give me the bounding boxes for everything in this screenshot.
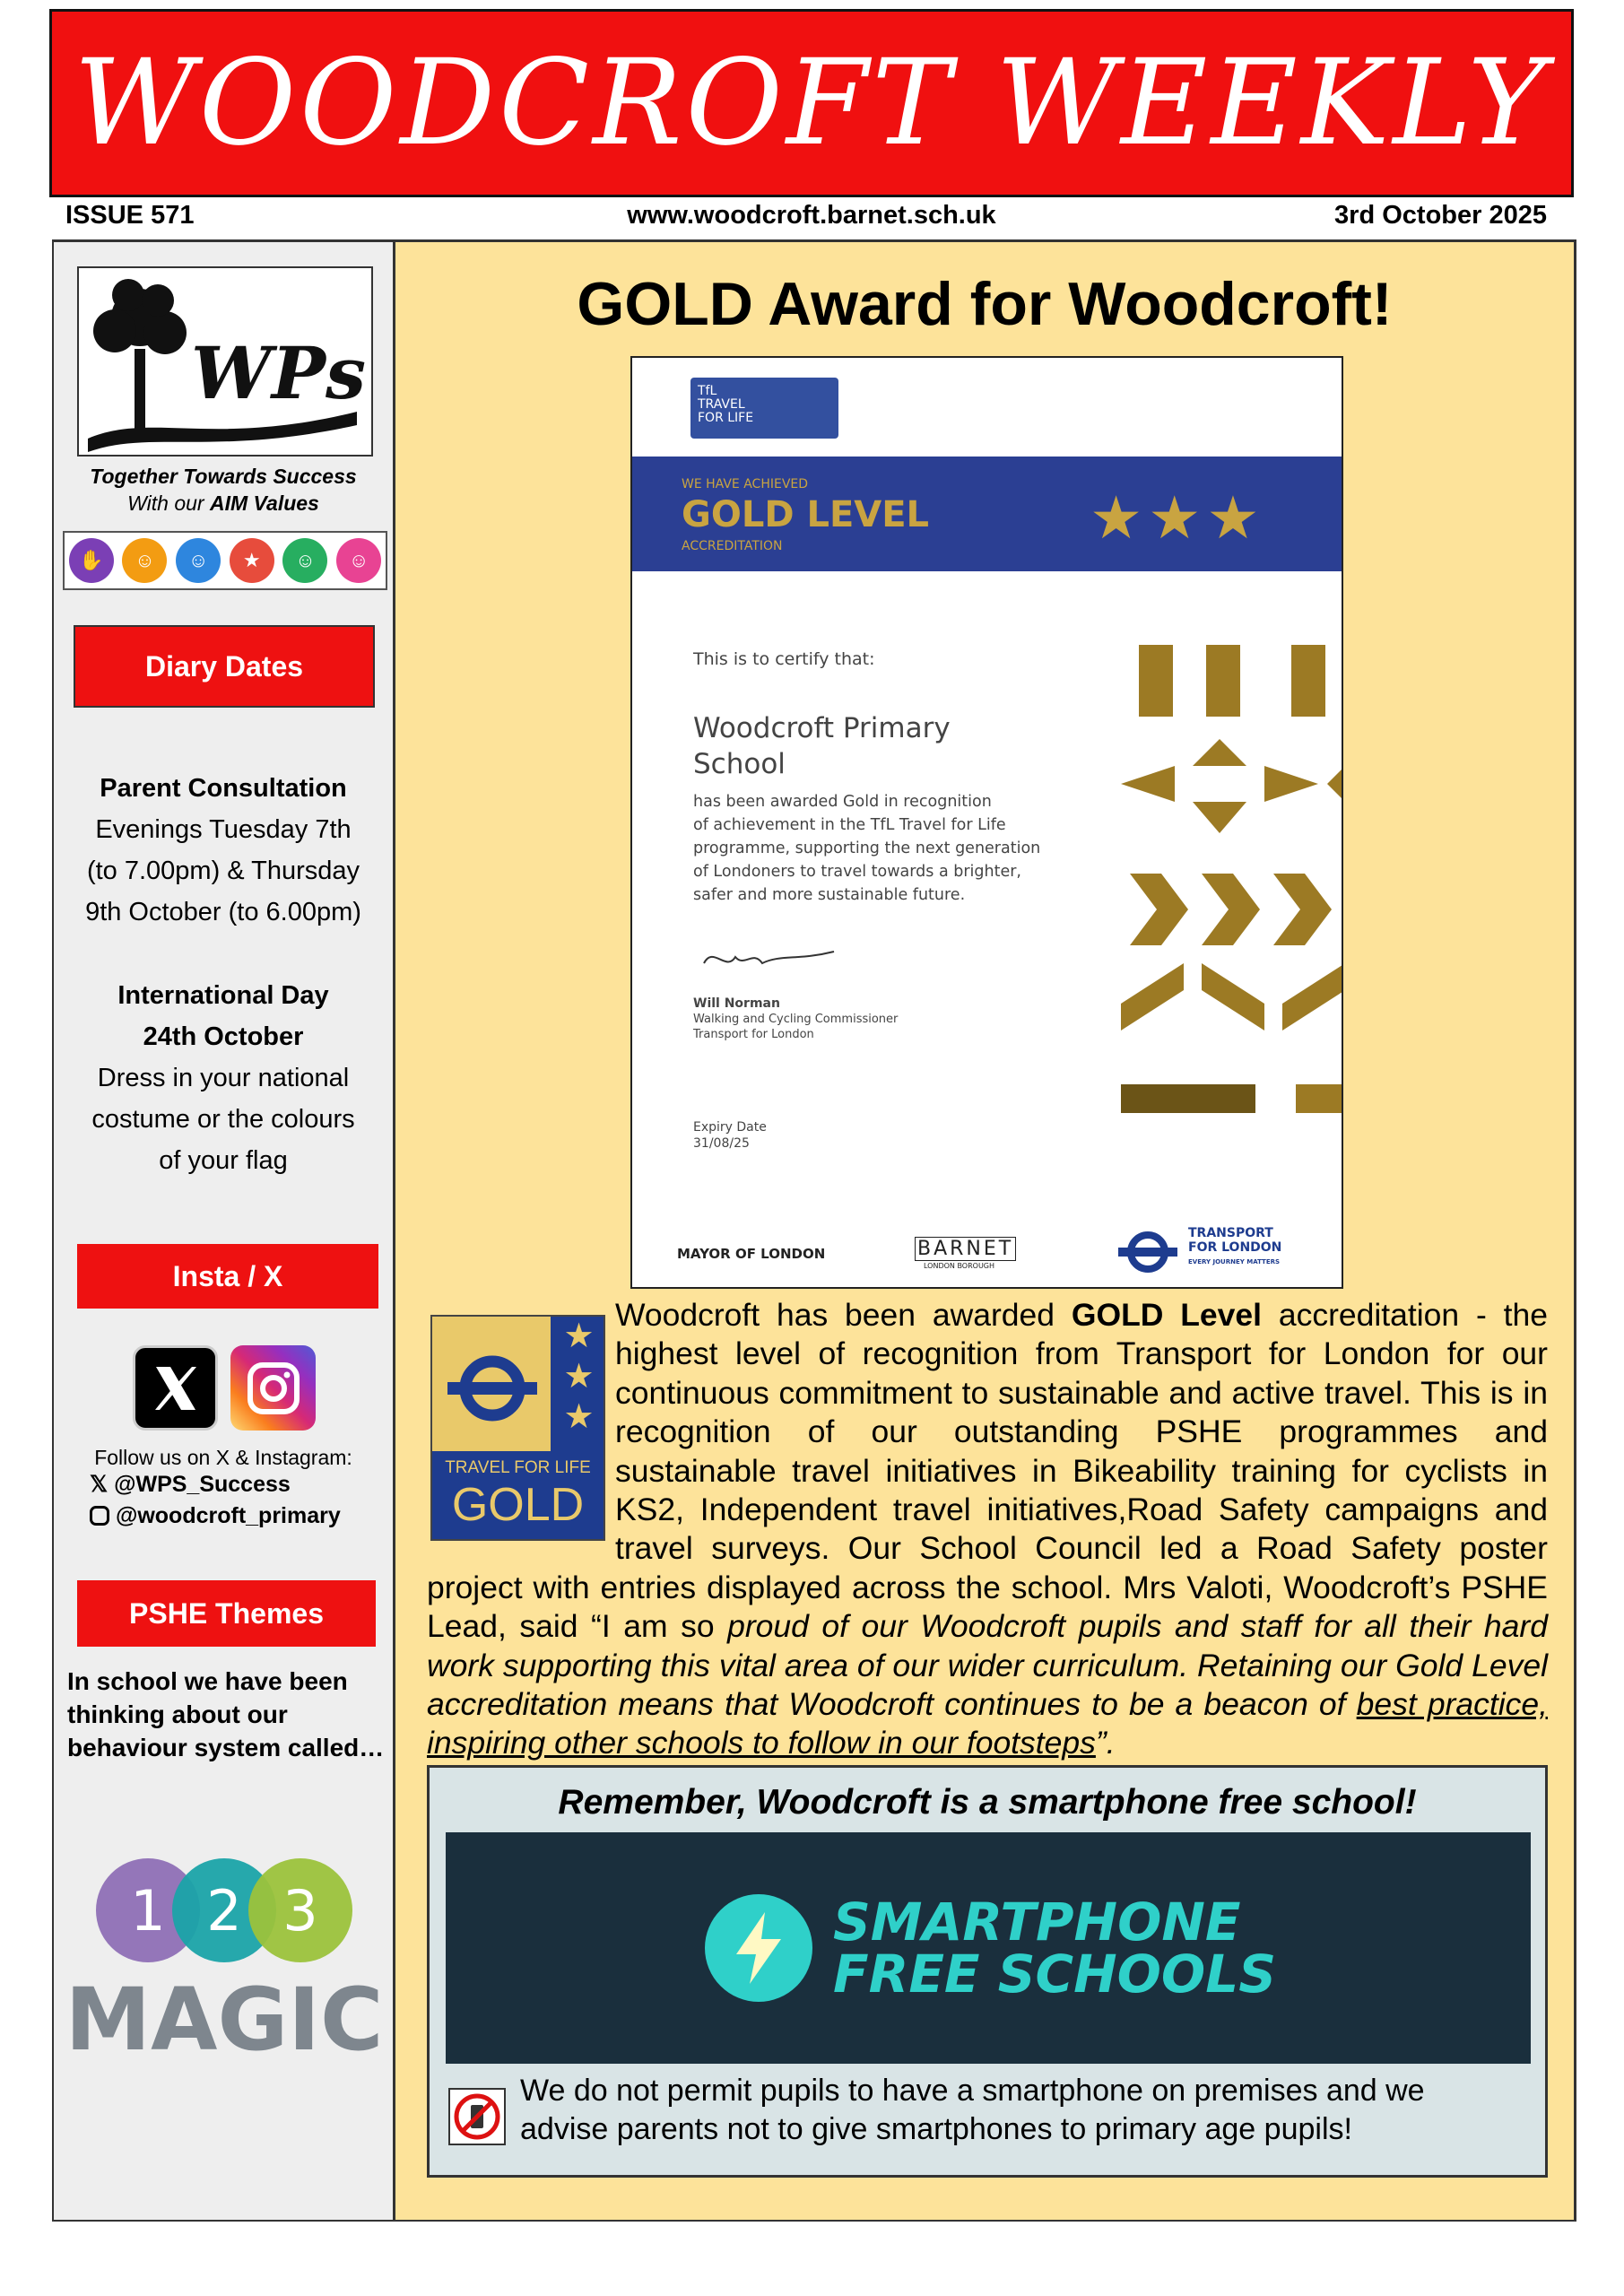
cert-tfl-3: EVERY JOURNEY MATTERS <box>1188 1258 1281 1265</box>
aim-values-strip <box>63 531 387 590</box>
gold-certificate <box>630 356 1343 1289</box>
motto-line-2 <box>54 491 393 516</box>
pshe-text: In school we have been thinking about our behaviour system called… <box>67 1667 385 1761</box>
cert-gold-pattern-icon <box>1121 645 1343 1174</box>
value-respect-icon: ✋ <box>69 538 114 583</box>
cert-body-3: programme, supporting the next generation <box>693 839 1041 857</box>
cert-level: GOLD LEVEL <box>682 494 930 535</box>
magic-num-3: 3 <box>282 1878 318 1944</box>
article-text-2: accreditation - the highest level of recognition from Transport for London for our continuous commitment to sustainable and active travel. This is in recognition of our outstanding PSHE programmes and sustainable travel initiatives in Bikeability training for cyclists in KS2, Independent travel initiatives,Road Safety campaigns and travel surveys. Our School Council led a Road Safety poster project with entries displayed across the school. Mrs Valoti, Woodcroft’s PSHE Lead, said “I am so <box>427 1297 1548 1645</box>
article-text-1: Woodcroft has been awarded <box>615 1297 1072 1333</box>
social-icons <box>133 1345 316 1431</box>
article-quote-underlined: best practice, inspiring other schools to follow in our footsteps <box>427 1686 1548 1761</box>
no-phone-icon <box>448 2088 506 2145</box>
badge-line-2: GOLD <box>451 1479 585 1531</box>
magic-num-1: 1 <box>130 1878 166 1944</box>
value-teamwork-icon: ☺ <box>282 538 327 583</box>
value-honesty-icon: ☺ <box>176 538 221 583</box>
cert-expiry-label: Expiry Date <box>693 1120 767 1135</box>
banner-line-2: FREE SCHOOLS <box>833 1944 1276 2005</box>
event-1-title: Parent Consultation <box>100 774 347 803</box>
diary-dates-heading: Diary Dates <box>74 625 375 708</box>
tfl-roundel-icon <box>1116 1230 1179 1274</box>
pshe-heading: PSHE Themes <box>77 1580 376 1647</box>
issue-number: ISSUE 571 <box>65 201 195 230</box>
instagram-small-icon <box>90 1506 109 1526</box>
event-1-line-1: Evenings Tuesday 7th <box>95 815 352 844</box>
cert-body-5: safer and more sustainable future. <box>693 886 966 904</box>
cert-school-2: School <box>693 748 786 780</box>
cert-body-4: of Londoners to travel towards a brighter, <box>693 863 1021 881</box>
cert-body-1: has been awarded Gold in recognition <box>693 793 992 811</box>
event-2-line-1: Dress in your national <box>97 1064 350 1092</box>
x-handle: @WPS_Success <box>114 1472 291 1497</box>
cert-logo-1: TfL <box>698 384 717 398</box>
banner-line-1: SMARTPHONE <box>833 1892 1241 1952</box>
cert-accreditation: ACCREDITATION <box>682 539 783 553</box>
x-handle-row[interactable] <box>90 1471 291 1498</box>
motto-line-1: Together Towards Success <box>90 465 357 488</box>
cert-footer-barnet: BARNET <box>915 1237 1016 1261</box>
article-end: ”. <box>1095 1725 1116 1761</box>
cert-logo-3: FOR LIFE <box>698 411 754 425</box>
cert-tfl-1: TRANSPORT <box>1188 1226 1273 1240</box>
instagram-icon[interactable] <box>230 1345 316 1431</box>
tfl-travel-logo <box>690 378 838 439</box>
lightning-icon <box>700 1890 817 2006</box>
badge-roundel-icon <box>443 1352 542 1424</box>
logo-text: WPs <box>191 331 367 415</box>
x-icon[interactable] <box>133 1345 218 1431</box>
event-2-line-3: of your flag <box>159 1146 288 1175</box>
value-kindness-icon: ☺ <box>122 538 167 583</box>
value-determination-icon: ★ <box>230 538 274 583</box>
newsletter-title: WOODCROFT WEEKLY <box>74 34 1550 172</box>
cert-footer-barnet-sub: LONDON BOROUGH <box>924 1262 995 1270</box>
badge-line-1: TRAVEL FOR LIFE <box>445 1458 591 1477</box>
signature-icon <box>699 941 843 977</box>
cert-body-2: of achievement in the TfL Travel for Life <box>693 816 1006 834</box>
badge-stars-icon: ★ ★ ★ <box>563 1318 595 1436</box>
banner-text <box>833 1892 1276 2005</box>
headline: GOLD Award for Woodcroft! <box>577 270 1393 338</box>
motto-aim: AIM Values <box>209 491 319 515</box>
issue-date: 3rd October 2025 <box>1334 201 1547 230</box>
cert-footer-mayor: MAYOR OF LONDON <box>677 1246 826 1262</box>
article-bold: GOLD Level <box>1071 1297 1263 1333</box>
smartphone-title: Remember, Woodcroft is a smartphone free school! <box>558 1783 1417 1822</box>
event-1-line-3: 9th October (to 6.00pm) <box>85 898 361 926</box>
insta-handle: @woodcroft_primary <box>115 1503 341 1528</box>
tree-logo-icon <box>79 268 371 455</box>
cert-body <box>693 790 1040 907</box>
social-heading: Insta / X <box>77 1244 378 1309</box>
event-2-date: 24th October <box>143 1022 304 1051</box>
cert-achieved: WE HAVE ACHIEVED <box>682 477 809 491</box>
travel-for-life-gold-badge <box>430 1315 605 1541</box>
school-logo <box>77 266 373 457</box>
smartphone-free-banner <box>446 1832 1531 2064</box>
event-1-line-2: (to 7.00pm) & Thursday <box>86 857 360 885</box>
motto-prefix: With our <box>127 491 210 515</box>
cert-stars-icon: ★★★ <box>1090 483 1265 552</box>
article-quote: proud of our Woodcroft pupils and staff for all their hard work supporting this vital area of our wider curriculum. Retaining our Gold Level accreditation means that Woodcroft continues to be a beacon of <box>427 1608 1548 1723</box>
cert-expiry-value: 31/08/25 <box>693 1136 750 1151</box>
cert-logo-2: TRAVEL <box>698 397 745 412</box>
cert-signer-role-2: Transport for London <box>693 1028 814 1041</box>
cert-certify: This is to certify that: <box>693 649 875 669</box>
follow-text: Follow us on X & Instagram: <box>94 1446 352 1469</box>
info-bar <box>49 199 1574 235</box>
value-self-belief-icon: ☺ <box>336 538 381 583</box>
magic-num-2: 2 <box>206 1878 242 1944</box>
x-small-icon: 𝕏 <box>90 1472 109 1497</box>
cert-signer: Will Norman <box>693 996 780 1011</box>
magic-123-logo <box>67 1857 381 2072</box>
cert-footer-tfl <box>1188 1226 1281 1269</box>
cert-school-1: Woodcroft Primary <box>693 712 951 744</box>
event-2-title: International Day <box>117 981 329 1010</box>
website-link[interactable]: www.woodcroft.barnet.sch.uk <box>627 201 996 230</box>
event-2-line-2: costume or the colours <box>91 1105 355 1134</box>
cert-tfl-2: FOR LONDON <box>1188 1240 1282 1255</box>
smartphone-policy-text: We do not permit pupils to have a smartphone on premises and we advise parents not to give smartphones to primary age pupils! <box>520 2074 1425 2146</box>
cert-signer-role-1: Walking and Cycling Commissioner <box>693 1013 899 1026</box>
magic-word: MAGIC <box>67 1970 381 2070</box>
masthead <box>49 9 1574 197</box>
insta-handle-row[interactable] <box>90 1503 341 1529</box>
